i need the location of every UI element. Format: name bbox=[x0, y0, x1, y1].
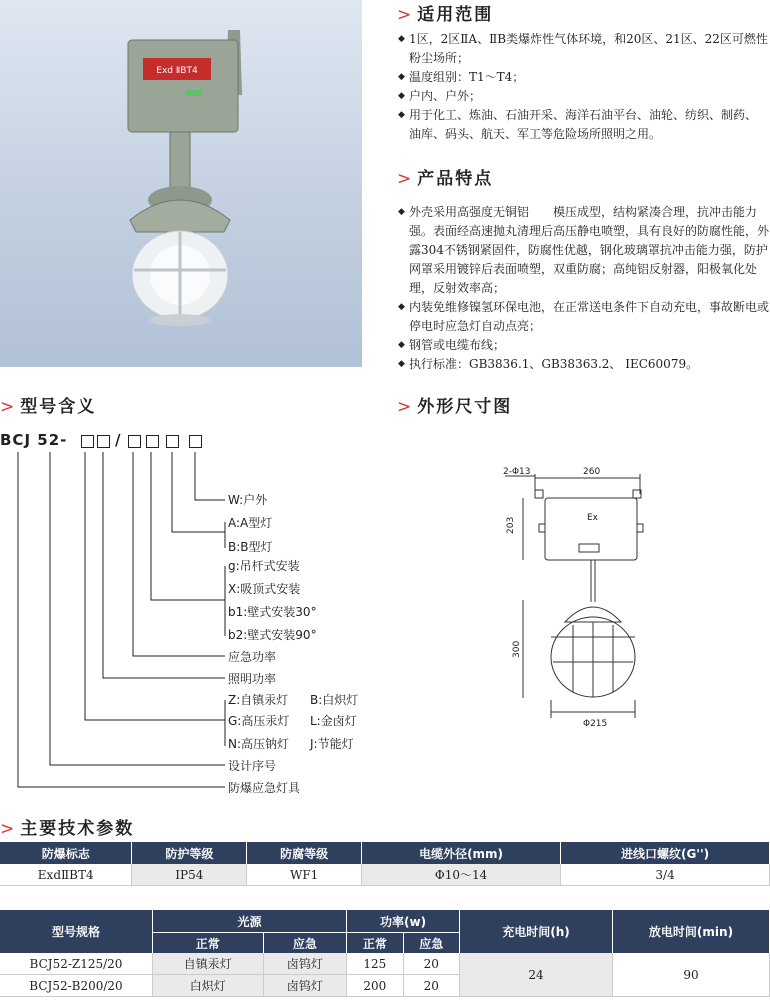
legend-emergency-power: 应急功率 bbox=[228, 650, 277, 664]
th-discharge: 放电时间(min) bbox=[613, 910, 770, 953]
legend-n: N:高压钠灯 bbox=[228, 737, 290, 751]
legend-b2: b2:壁式安装90° bbox=[228, 628, 317, 642]
td-source-normal: 自镇汞灯 bbox=[153, 953, 264, 975]
td-power-emergency: 20 bbox=[403, 975, 459, 997]
th-source: 光源 bbox=[153, 910, 347, 933]
model-number: 52 bbox=[37, 431, 61, 449]
td-explosion-mark: ExdⅡBT4 bbox=[0, 864, 132, 886]
td-model: BCJ52-Z125/20 bbox=[0, 953, 153, 975]
td-thread: 3/4 bbox=[561, 864, 770, 886]
td-anticorrosion: WF1 bbox=[247, 864, 362, 886]
model-lines bbox=[0, 0, 390, 800]
section-params-title: > 主要技术参数 bbox=[0, 819, 135, 839]
legend-b1: b1:壁式安装30° bbox=[228, 605, 317, 619]
th-source-normal: 正常 bbox=[153, 933, 264, 954]
th-anticorrosion: 防腐等级 bbox=[247, 842, 362, 864]
th-power-emergency: 应急 bbox=[403, 933, 459, 954]
section-dims-title: > 外形尺寸图 bbox=[397, 397, 513, 417]
legend-j: J:节能灯 bbox=[310, 737, 354, 751]
td-source-emergency: 卤钨灯 bbox=[263, 975, 347, 997]
feature-bullet: ◆ 内装免维修镍氢环保电池，在正常送电条件下自动充电，事故断电或停电时应急灯自动点亮； bbox=[398, 300, 770, 333]
legend-x: X:吸顶式安装 bbox=[228, 582, 301, 596]
feature-bullet: ◆ 钢管或电缆布线； bbox=[398, 338, 506, 352]
dim-holes: 2-Φ13 bbox=[503, 467, 531, 477]
legend-z: Z:自镇汞灯 bbox=[228, 693, 289, 707]
dim-width: 260 bbox=[583, 467, 601, 477]
td-cable: Φ10～14 bbox=[362, 864, 561, 886]
scope-bullet: ◆ 1区，2区ⅡA、ⅡB类爆炸性气体环境，和20区、21区、22区可燃性粉尘场所； bbox=[398, 32, 768, 65]
params-table-1 bbox=[0, 842, 770, 886]
th-power: 功率(w) bbox=[347, 910, 460, 933]
section-features-title: > 产品特点 bbox=[397, 169, 494, 189]
td-power-normal: 125 bbox=[347, 953, 403, 975]
model-dash: - bbox=[60, 431, 68, 449]
legend-w: W:户外 bbox=[228, 493, 268, 507]
td-power-normal: 200 bbox=[347, 975, 403, 997]
th-cable: 电缆外径(mm) bbox=[362, 842, 561, 864]
legend-l: L:金卤灯 bbox=[310, 714, 357, 728]
section-model-title: > 型号含义 bbox=[0, 397, 97, 417]
legend-a: A:A型灯 bbox=[228, 516, 273, 530]
th-source-emergency: 应急 bbox=[263, 933, 347, 954]
th-model: 型号规格 bbox=[0, 910, 153, 953]
params-table-2 bbox=[0, 910, 770, 997]
th-protection: 防护等级 bbox=[132, 842, 247, 864]
dim-ex: Ex bbox=[587, 513, 599, 523]
nameplate-text: Exd ⅡBT4 bbox=[156, 66, 198, 76]
th-charge: 充电时间(h) bbox=[460, 910, 613, 953]
scope-bullet: ◆ 用于化工、炼油、石油开采、海洋石油平台、油轮、纺织、制药、油库、码头、航天、军工等危险场所照明之用。 bbox=[398, 108, 758, 141]
scope-bullet: ◆ 户内、户外； bbox=[398, 89, 482, 103]
legend-seq: 设计序号 bbox=[228, 759, 277, 773]
legend-gh: G:高压汞灯 bbox=[228, 714, 290, 728]
td-discharge: 90 bbox=[613, 953, 770, 997]
section-scope-title: > 适用范围 bbox=[397, 5, 494, 25]
feature-bullet: ◆ 外壳采用高强度无铜铝 模压成型，结构紧凑合理，抗冲击能力强。表面经高速抛丸清理后高压静电喷塑，具有良好的防腐性能，外露304不锈钢紧固件，防腐性优越，钢化玻璃罩抗冲击能力强，防护网罩采用镀锌后表面喷塑，双重防腐；高纯铝反射器，阳极氧化处理，反射效率高； bbox=[398, 205, 770, 295]
dim-length: 300 bbox=[512, 640, 522, 658]
legend-product: 防爆应急灯具 bbox=[228, 781, 301, 795]
td-protection: IP54 bbox=[132, 864, 247, 886]
legend-b: B:B型灯 bbox=[228, 540, 273, 554]
dim-height: 203 bbox=[506, 516, 516, 534]
model-prefix: BCJ bbox=[0, 431, 32, 449]
th-power-normal: 正常 bbox=[347, 933, 403, 954]
th-thread: 进线口螺纹(G'') bbox=[561, 842, 770, 864]
dim-dia: Φ215 bbox=[583, 719, 608, 729]
legend-bw: B:白炽灯 bbox=[310, 693, 359, 707]
legend-light-power: 照明功率 bbox=[228, 672, 277, 686]
feature-bullet: ◆ 执行标准：GB3836.1、GB38363.2、 IEC60079。 bbox=[398, 357, 699, 371]
td-source-normal: 白炽灯 bbox=[153, 975, 264, 997]
td-charge: 24 bbox=[460, 953, 613, 997]
legend-g: g:吊杆式安装 bbox=[228, 559, 300, 573]
td-source-emergency: 卤钨灯 bbox=[263, 953, 347, 975]
dimension-drawing bbox=[495, 462, 665, 732]
th-explosion-mark: 防爆标志 bbox=[0, 842, 132, 864]
model-slash: / bbox=[115, 431, 122, 449]
scope-bullet: ◆ 温度组别：T1～T4； bbox=[398, 70, 525, 84]
td-model: BCJ52-B200/20 bbox=[0, 975, 153, 997]
td-power-emergency: 20 bbox=[403, 953, 459, 975]
